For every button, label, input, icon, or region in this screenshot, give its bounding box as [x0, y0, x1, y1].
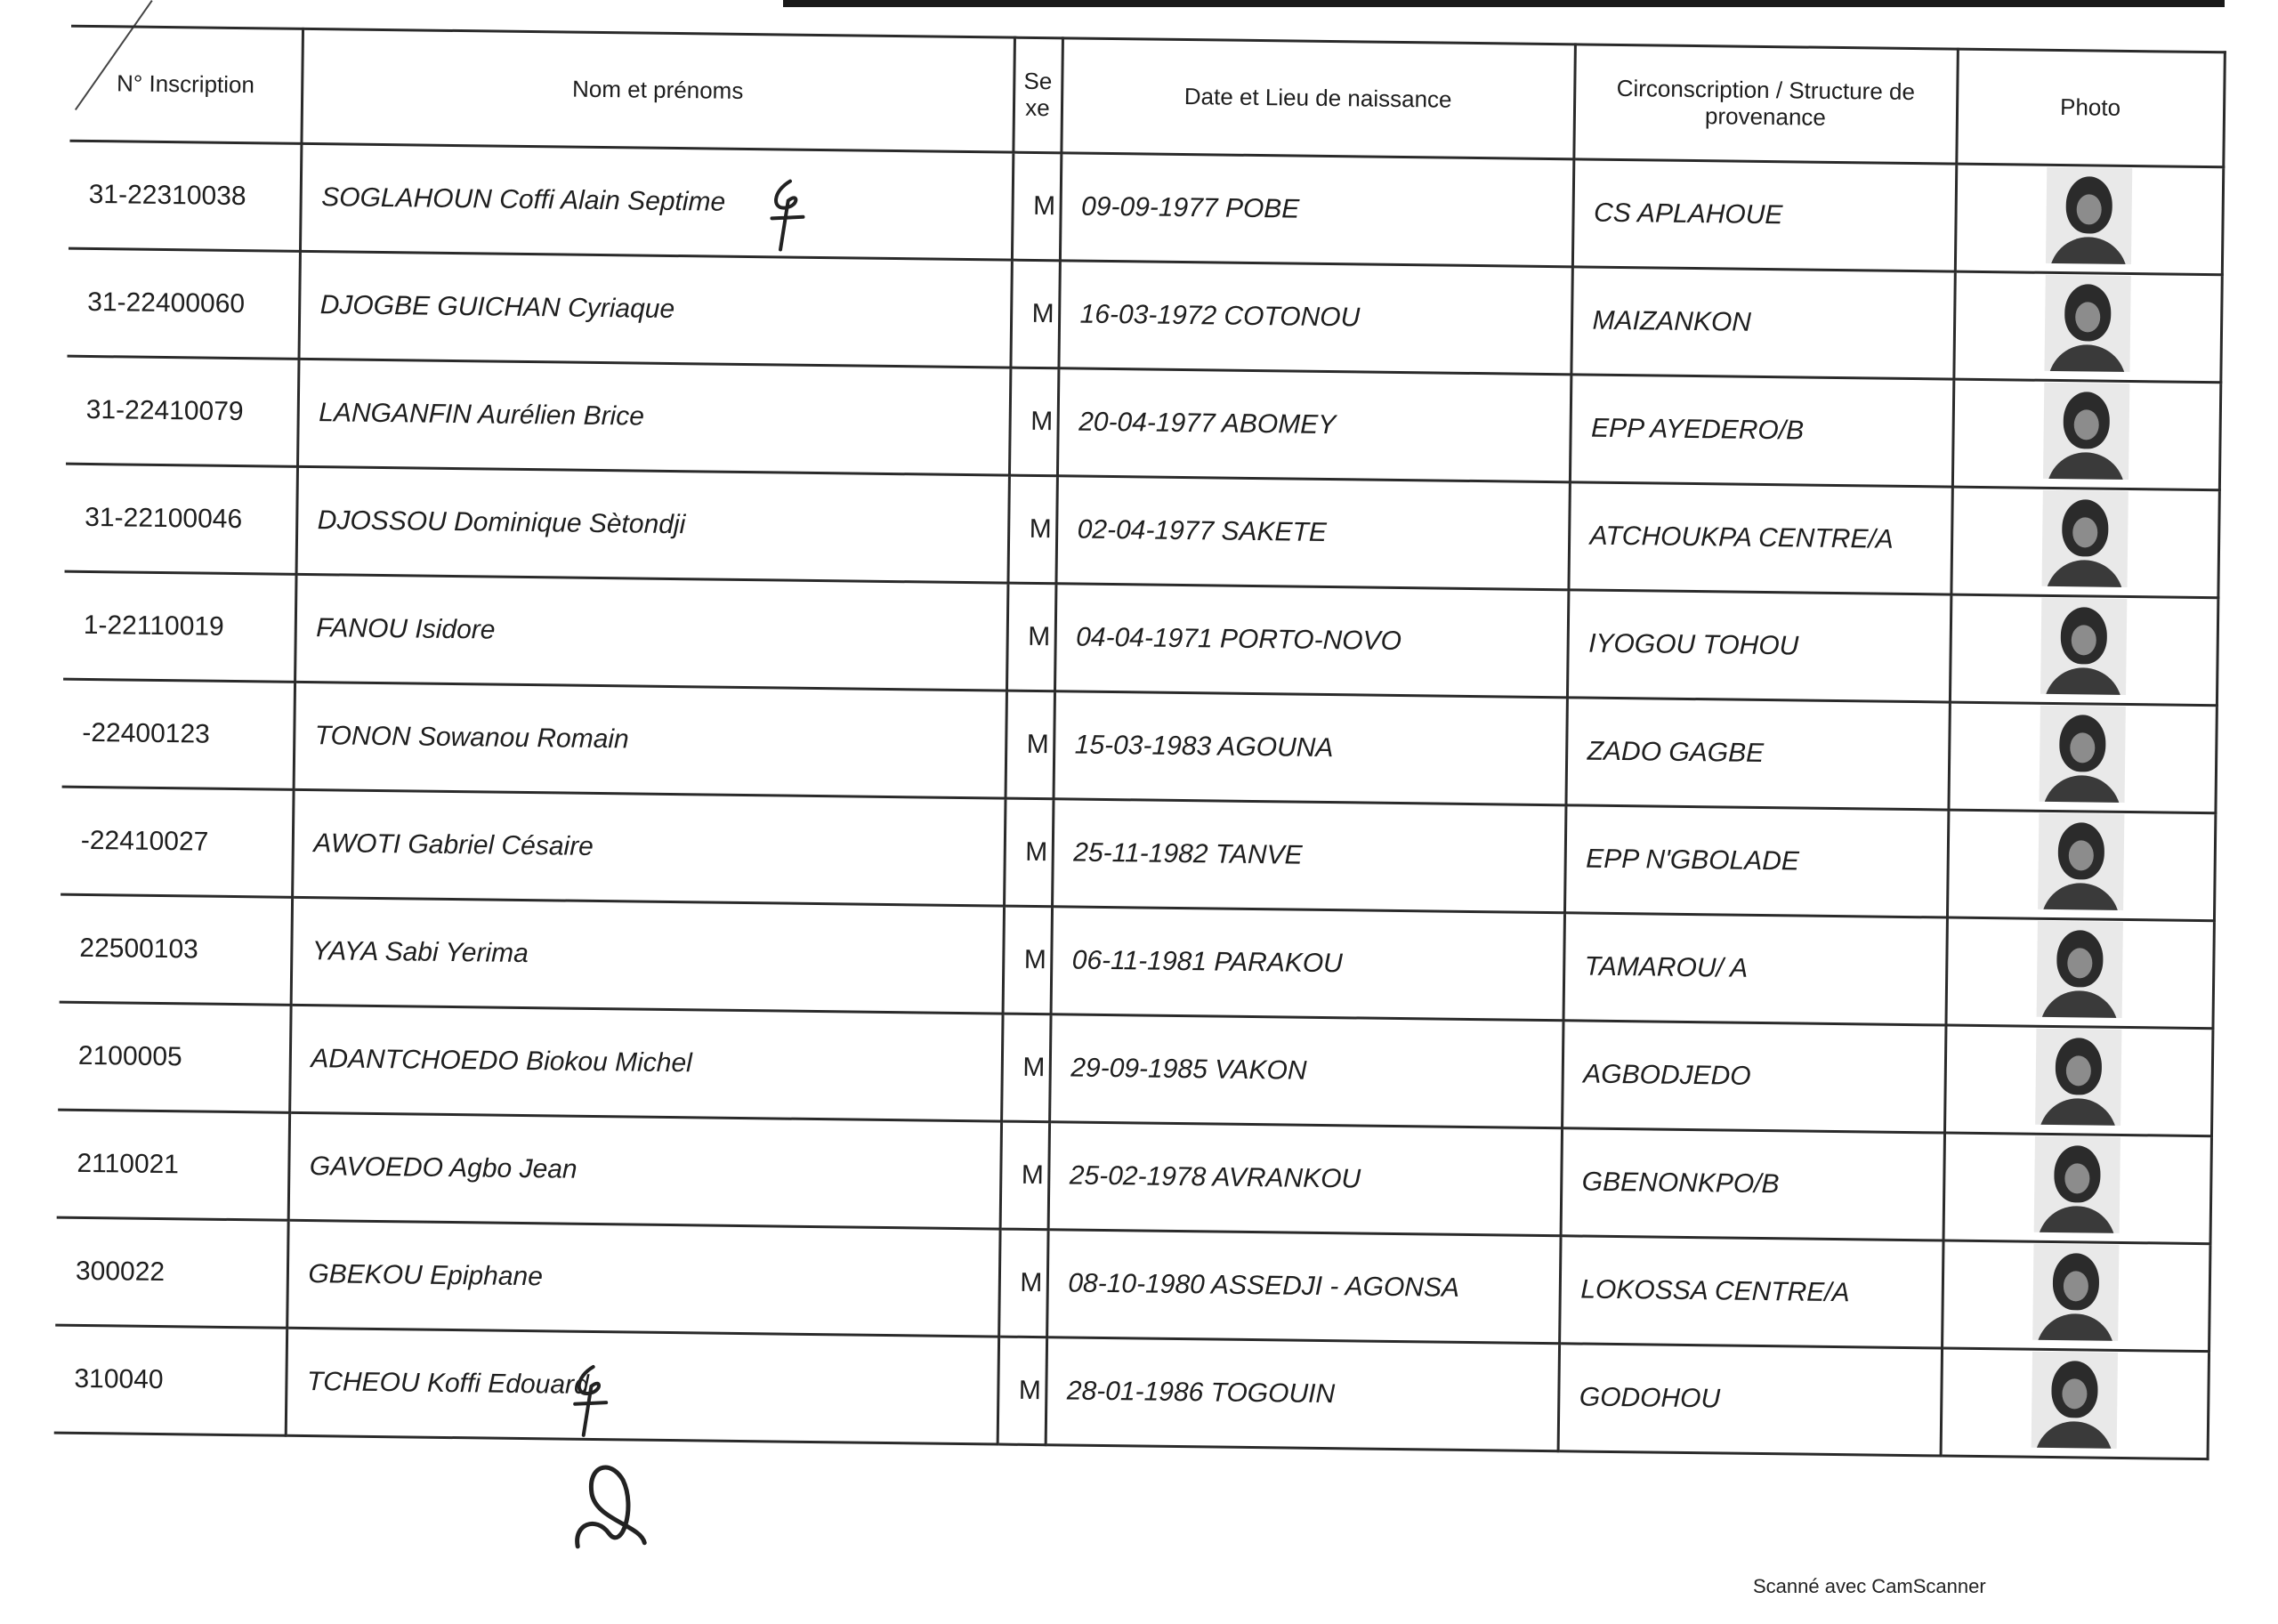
scanner-watermark: Scanné avec CamScanner — [1753, 1575, 1986, 1597]
cell-name: GAVOEDO Agbo Jean — [288, 1112, 1001, 1229]
photo-face — [2054, 1145, 2101, 1203]
cell-inscription: 22500103 — [60, 894, 292, 1005]
cell-name: DJOSSOU Dominique Sètondji — [296, 466, 1009, 583]
cell-birth: 15-03-1983 AGOUNA — [1054, 691, 1567, 805]
cell-birth: 08-10-1980 ASSEDJI - AGONSA — [1046, 1230, 1560, 1344]
cell-birth: 20-04-1977 ABOMEY — [1057, 368, 1571, 482]
cell-birth: 09-09-1977 POBE — [1060, 153, 1573, 267]
cell-name: SOGLAHOUN Coffi Alain Septime — [300, 143, 1013, 260]
registration-table — [54, 25, 2226, 1460]
header-photo: Photo — [1956, 49, 2225, 167]
cell-photo — [1950, 594, 2217, 706]
photo-face — [2060, 607, 2107, 665]
id-photo — [2040, 598, 2127, 695]
cell-circonscription: GODOHOU — [1558, 1344, 1942, 1456]
photo-shoulders — [2049, 237, 2129, 264]
cell-inscription: 310040 — [54, 1325, 287, 1435]
cell-name: TCHEOU Koffi Edouard — [286, 1328, 998, 1444]
cell-inscription: 2110021 — [57, 1110, 289, 1220]
cell-circonscription: CS APLAHOUE — [1572, 159, 1956, 271]
cell-birth: 16-03-1972 COTONOU — [1058, 261, 1571, 375]
signature-mark-row-1 — [754, 174, 817, 255]
photo-shoulders — [2048, 344, 2127, 372]
id-photo — [2032, 1352, 2118, 1449]
signature-scribble — [560, 1453, 658, 1552]
cell-birth: 02-04-1977 SAKETE — [1055, 476, 1569, 590]
cell-sex: M — [1010, 260, 1059, 368]
cell-inscription: -22400123 — [62, 679, 295, 789]
header-sex: Se xe — [1013, 37, 1062, 153]
photo-face — [2063, 392, 2110, 449]
photo-shoulders — [2044, 667, 2123, 695]
cell-inscription: -22410027 — [61, 787, 293, 897]
cell-circonscription: ZADO GAGBE — [1565, 698, 1949, 810]
cell-birth: 06-11-1981 PARAKOU — [1051, 907, 1564, 1021]
cell-photo — [1944, 1025, 2212, 1136]
cell-name: TONON Sowanou Romain — [294, 682, 1006, 798]
header-name: Nom et prénoms — [301, 28, 1014, 152]
photo-shoulders — [2035, 1421, 2114, 1449]
cell-sex: M — [1009, 368, 1058, 476]
photo-shoulders — [2045, 560, 2124, 587]
id-photo — [2038, 813, 2124, 910]
cell-circonscription: GBENONKPO/B — [1561, 1128, 1944, 1240]
id-photo — [2044, 275, 2130, 372]
photo-face — [2064, 284, 2112, 342]
cell-sex: M — [998, 1337, 1046, 1445]
cell-circonscription: AGBODJEDO — [1562, 1021, 1945, 1133]
cell-circonscription: LOKOSSA CENTRE/A — [1559, 1236, 1943, 1348]
cell-name: LANGANFIN Aurélien Brice — [297, 359, 1010, 475]
cell-photo — [1955, 164, 2223, 275]
cell-circonscription: EPP AYEDERO/B — [1570, 375, 1953, 487]
header-circonscription: Circonscription / Structure de provenance — [1573, 44, 1958, 164]
cell-circonscription: MAIZANKON — [1571, 267, 1954, 379]
cell-sex: M — [1004, 798, 1053, 907]
cell-inscription: 1-22110019 — [63, 571, 295, 682]
cell-name: GBEKOU Epiphane — [287, 1220, 999, 1337]
cell-photo — [1947, 810, 2215, 921]
photo-shoulders — [2041, 883, 2120, 910]
id-photo — [2040, 706, 2126, 803]
photo-face — [2051, 1361, 2098, 1418]
photo-face — [2057, 822, 2104, 880]
photo-shoulders — [2042, 775, 2121, 803]
cell-sex: M — [1006, 583, 1055, 691]
cell-circonscription: EPP N'GBOLADE — [1564, 805, 1948, 917]
cell-inscription: 31-22410079 — [66, 356, 298, 466]
photo-shoulders — [2040, 990, 2119, 1018]
cell-birth: 25-11-1982 TANVE — [1052, 799, 1565, 913]
photo-face — [2056, 930, 2104, 988]
cell-birth: 04-04-1971 PORTO-NOVO — [1054, 584, 1568, 698]
cell-inscription: 31-22100046 — [65, 464, 297, 574]
id-photo — [2042, 490, 2129, 587]
cell-photo — [1948, 702, 2216, 813]
photo-shoulders — [2036, 1313, 2115, 1341]
photo-face — [2056, 1038, 2103, 1095]
cell-sex: M — [1007, 475, 1056, 584]
cell-sex: M — [1006, 691, 1054, 799]
cell-photo — [1945, 917, 2213, 1029]
cell-circonscription: IYOGOU TOHOU — [1567, 590, 1951, 702]
photo-shoulders — [2039, 1098, 2118, 1126]
cell-sex: M — [998, 1229, 1047, 1337]
cell-photo — [1942, 1240, 2209, 1352]
cell-sex: M — [1012, 152, 1061, 261]
cell-photo — [1951, 487, 2218, 598]
photo-face — [2062, 499, 2109, 557]
photo-shoulders — [2047, 452, 2126, 480]
cell-name: DJOGBE GUICHAN Cyriaque — [298, 251, 1011, 368]
cell-sex: M — [1001, 1014, 1050, 1122]
photo-face — [2053, 1253, 2100, 1311]
cell-birth: 25-02-1978 AVRANKOU — [1048, 1122, 1562, 1236]
header-birth: Date et Lieu de naissance — [1061, 38, 1575, 159]
id-photo — [2032, 1244, 2119, 1341]
cell-photo — [1953, 271, 2221, 383]
cell-photo — [1952, 379, 2220, 490]
cell-photo — [1943, 1133, 2211, 1244]
cell-name: YAYA Sabi Yerima — [291, 897, 1004, 1014]
cell-sex: M — [1003, 906, 1052, 1014]
cell-inscription: 300022 — [55, 1217, 287, 1328]
cell-circonscription: TAMAROU/ A — [1563, 913, 1947, 1025]
cell-name: ADANTCHOEDO Biokou Michel — [289, 1005, 1002, 1121]
cell-birth: 29-09-1985 VAKON — [1049, 1014, 1563, 1128]
header-inscription: N° Inscription — [69, 26, 303, 143]
cell-name: FANOU Isidore — [295, 574, 1007, 691]
photo-face — [2059, 715, 2106, 772]
id-photo — [2034, 1136, 2120, 1233]
cell-photo — [1941, 1348, 2209, 1459]
photo-face — [2065, 176, 2112, 234]
id-photo — [2046, 167, 2132, 264]
cell-name: AWOTI Gabriel Césaire — [292, 789, 1005, 906]
id-photo — [2037, 921, 2123, 1018]
cell-circonscription: ATCHOUKPA CENTRE/A — [1568, 482, 1951, 594]
cell-birth: 28-01-1986 TOGOUIN — [1046, 1337, 1559, 1451]
signature-mark-row-12 — [557, 1359, 620, 1440]
photo-shoulders — [2037, 1206, 2116, 1233]
cell-inscription: 2100005 — [58, 1002, 290, 1112]
cell-inscription: 31-22310038 — [69, 141, 301, 251]
cell-inscription: 31-22400060 — [68, 248, 300, 359]
cell-sex: M — [1000, 1121, 1049, 1230]
id-photo — [2035, 1029, 2121, 1126]
id-photo — [2043, 383, 2129, 480]
